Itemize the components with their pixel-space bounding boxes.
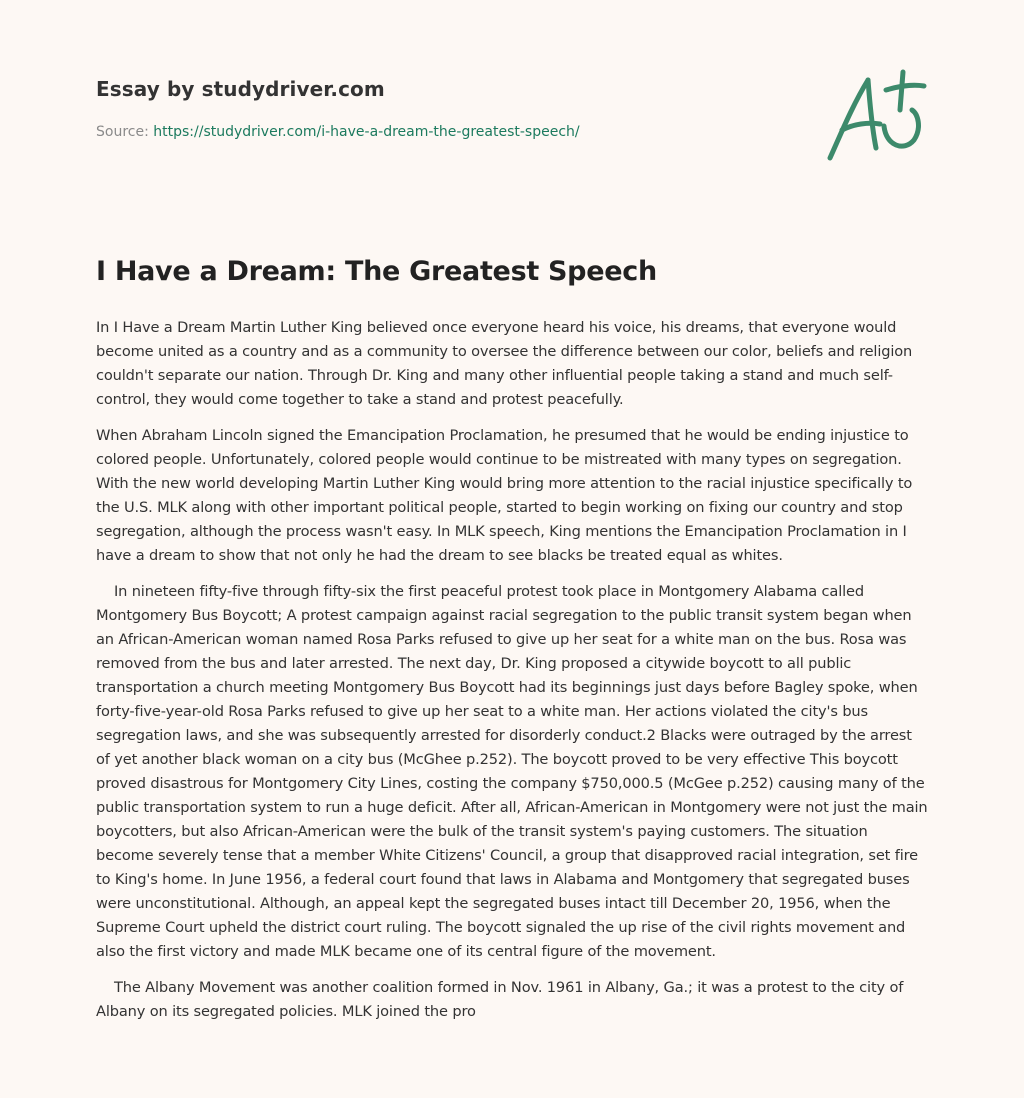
source-line xyxy=(96,124,580,140)
a-plus-logo-icon xyxy=(820,66,930,166)
essay-paragraph: When Abraham Lincoln signed the Emancipation Proclamation, he presumed that he would be ending injustice to colored people. Unfortunately, colored people would continue to be mistreated with many types on segregation. With the new world developing Martin Luther King would bring more attention to the racial injustice specifically to the U.S. MLK along with other important political people, started to begin working on fixing our country and stop segregation, although the process wasn't easy. In MLK speech, King mentions the Emancipation Proclamation in I have a dream to show that not only he had the dream to see blacks be treated equal as whites. xyxy=(96,427,913,564)
logo-plus-vertical xyxy=(900,72,903,110)
site-label: Essay by studydriver.com xyxy=(96,77,385,101)
essay-paragraph: In I Have a Dream Martin Luther King believed once everyone heard his voice, his dreams, that everyone would become united as a country and as a community to oversee the difference between our color, beliefs and religion couldn't separate our nation. Through Dr. King and many other influential people taking a stand and much self-control, they would come together to take a stand and protest peacefully. xyxy=(96,319,913,408)
source-link[interactable]: https://studydriver.com/i-have-a-dream-the-greatest-speech/ xyxy=(153,124,580,140)
logo-loop xyxy=(884,110,918,146)
source-prefix: Source: xyxy=(96,124,154,140)
a-plus-logo-graphic xyxy=(820,66,930,166)
essay-body xyxy=(96,316,928,1036)
logo-a-left-stroke xyxy=(830,80,868,158)
essay-paragraph: The Albany Movement was another coalition formed in Nov. 1961 in Albany, Ga.; it was a protest to the city of Albany on its segregated policies. MLK joined the pro xyxy=(96,979,904,1020)
logo-plus-horizontal xyxy=(886,85,924,90)
essay-title: I Have a Dream: The Greatest Speech xyxy=(96,256,657,287)
logo-a-right-stroke xyxy=(868,80,876,148)
essay-paragraph: In nineteen fifty-five through fifty-six the first peaceful protest took place in Montgomery Alabama called Montgomery Bus Boycott; A protest campaign against racial segregation to the public transit system began when an African-American woman named Rosa Parks refused to give up her seat for a white man on the bus. Rosa was removed from the bus and later arrested. The next day, Dr. King proposed a citywide boycott to all public transportation a church meeting Montgomery Bus Boycott had its beginnings just days before Bagley spoke, when forty-five-year-old Rosa Parks refused to give up her seat to a white man. Her actions violated the city's bus segregation laws, and she was subsequently arrested for disorderly conduct.2 Blacks were outraged by the arrest of yet another black woman on a city bus (McGhee p.252). The boycott proved to be very effective This boycott proved disastrous for Montgomery City Lines, costing the company $750,000.5 (McGee p.252) causing many of the public transportation system to run a huge deficit. After all, African-American in Montgomery were not just the main boycotters, but also African-American were the bulk of the transit system's paying customers. The situation become severely tense that a member White Citizens' Council, a group that disapproved racial integration, set fire to King's home. In June 1956, a federal court found that laws in Alabama and Montgomery that segregated buses were unconstitutional. Although, an appeal kept the segregated buses intact till December 20, 1956, when the Supreme Court upheld the district court ruling. The boycott signaled the up rise of the civil rights movement and also the first victory and made MLK became one of its central figure of the movement. xyxy=(96,583,928,960)
